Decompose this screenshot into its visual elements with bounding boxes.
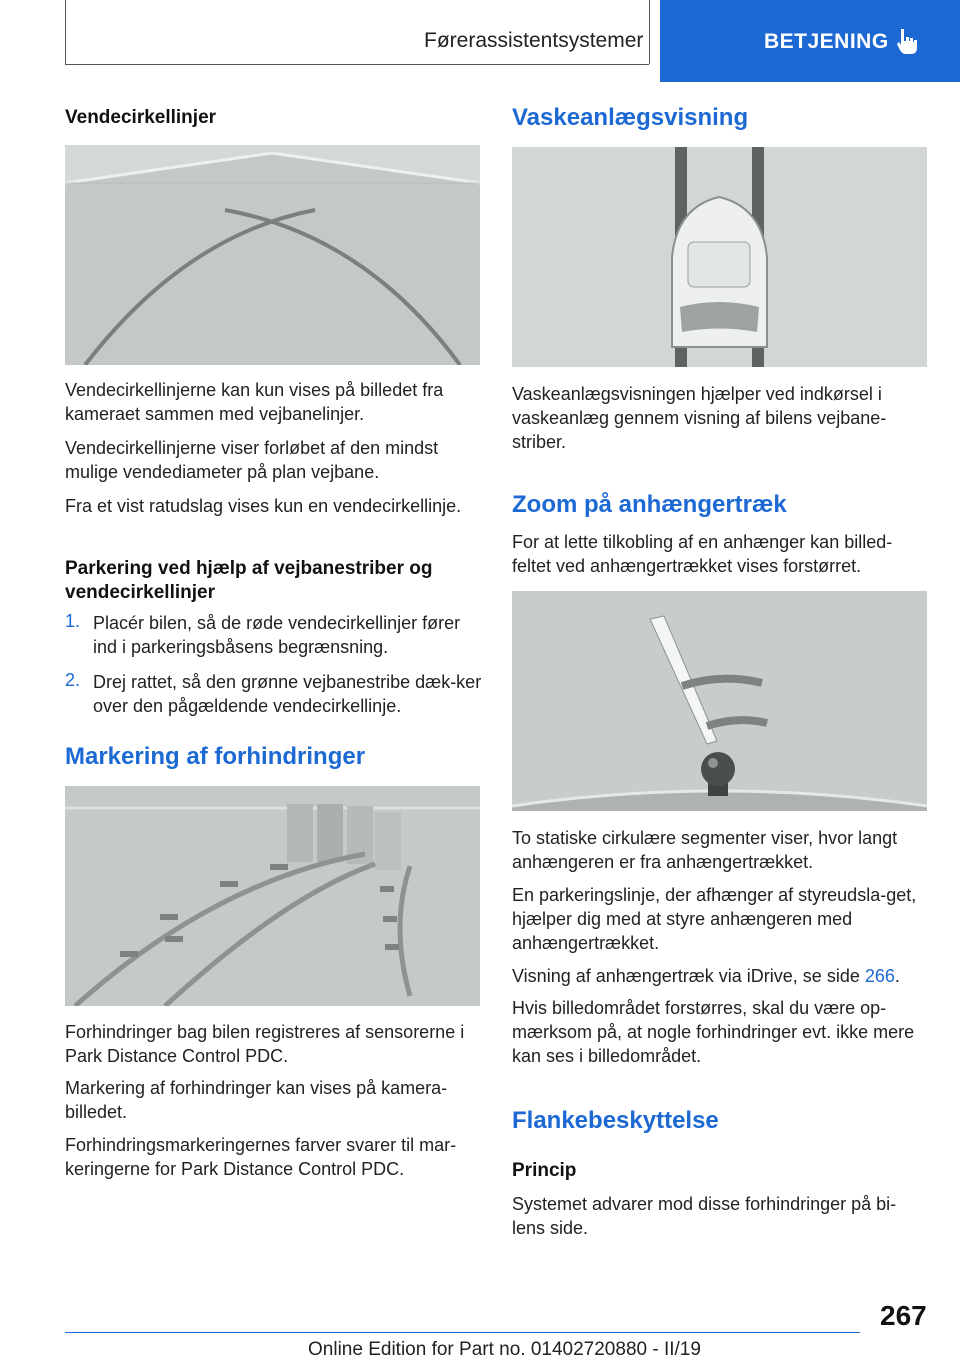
- section-title: Førerassistentsystemer: [424, 29, 644, 52]
- paragraph: En parkeringslinje, der afhænger af styreudsla-get, hjælper dig med at styre anhængeren med anhængertrækket.: [512, 885, 917, 953]
- footer-rule: [65, 1332, 860, 1333]
- paragraph: Systemet advarer mod disse forhindringer på bi-lens side.: [512, 1194, 897, 1238]
- step-number: 1.: [65, 611, 81, 631]
- step-text: Drej rattet, så den grønne vejbanestribe dæk-ker over den pågældende vendecirkellinje.: [93, 672, 482, 716]
- pointing-hand-icon: [893, 26, 923, 56]
- paragraph: Forhindringsmarkeringernes farver svarer til mar-keringerne for Park Distance Control PDC.: [65, 1135, 457, 1179]
- chapter-tab-label: BETJENING: [764, 30, 889, 53]
- heading-vaskeanlaeg: Vaskeanlægsvisning: [512, 104, 749, 131]
- header-divider: [649, 0, 650, 64]
- paragraph: To statiske cirkulære segmenter viser, hvor langt anhængeren er fra anhængertrækket.: [512, 828, 898, 872]
- text: .: [894, 966, 900, 986]
- heading-zoom: Zoom på anhængertræk: [512, 491, 787, 518]
- turning-circle-lines-figure: [65, 145, 480, 365]
- paragraph: Fra et vist ratudslag vises kun en vendecirkellinje.: [65, 496, 462, 516]
- heading-vendecirkellinjer: Vendecirkellinjer: [65, 107, 217, 128]
- paragraph: Hvis billedområdet forstørres, skal du være op-mærksom på, at nogle forhindringer evt. ikke mere kan ses i billedområdet.: [512, 998, 915, 1066]
- edition-info: Online Edition for Part no. 01402720880 - II/19: [308, 1339, 701, 1360]
- obstacle-marking-figure: [65, 786, 480, 1006]
- heading-parkering: Parkering ved hjælp af vejbanestriber og vendecirkellinjer: [65, 558, 433, 603]
- trailer-hitch-zoom-figure: [512, 591, 927, 811]
- header-left-rule: [65, 0, 66, 64]
- paragraph: Vendecirkellinjerne viser forløbet af den mindst mulige vendediameter på plan vejbane.: [65, 438, 439, 482]
- paragraph: [512, 964, 932, 988]
- paragraph: Markering af forhindringer kan vises på kamera-billedet.: [65, 1078, 448, 1122]
- header-bottom-rule: [65, 64, 649, 65]
- heading-markering: Markering af forhindringer: [65, 743, 366, 770]
- step-number: 2.: [65, 670, 81, 690]
- paragraph: For at lette tilkobling af en anhænger kan billed-feltet ved anhængertrækket vises forstørret.: [512, 532, 893, 576]
- page-reference-link[interactable]: 266: [864, 966, 895, 986]
- page-number: 267: [880, 1300, 927, 1331]
- paragraph: Vendecirkellinjerne kan kun vises på billedet fra kameraet sammen med vejbanelinjer.: [65, 380, 444, 424]
- car-wash-view-figure: [512, 147, 927, 367]
- heading-flankebeskyttelse: Flankebeskyttelse: [512, 1107, 719, 1134]
- text: Visning af anhængertræk via iDrive, se side: [512, 966, 865, 986]
- paragraph: Forhindringer bag bilen registreres af sensorerne i Park Distance Control PDC.: [65, 1022, 465, 1066]
- paragraph: Vaskeanlægsvisningen hjælper ved indkørsel i vaskeanlæg gennem visning af bilens vejbane-striber.: [512, 384, 887, 452]
- heading-princip: Princip: [512, 1160, 577, 1181]
- step-text: Placér bilen, så de røde vendecirkellinjer fører ind i parkeringsbåsens begrænsning.: [93, 613, 461, 657]
